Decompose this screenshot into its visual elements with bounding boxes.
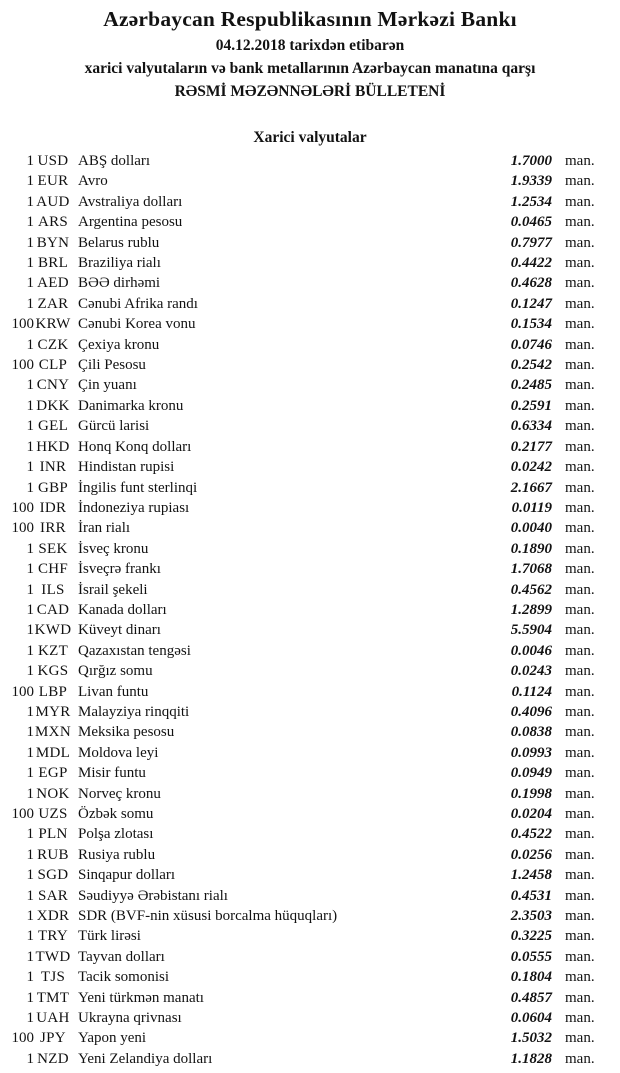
quantity-cell: 1 <box>26 785 34 802</box>
quantity-cell: 1 <box>26 295 34 312</box>
quantity-cell: 1 <box>26 703 34 720</box>
rate-row <box>0 437 604 457</box>
currency-code-cell: GEL <box>37 418 69 435</box>
rate-row <box>0 233 604 253</box>
quantity-cell: 1 <box>26 601 34 618</box>
rate-row <box>0 824 604 844</box>
currency-code-cell: TRY <box>37 928 69 945</box>
rate-value-cell: 0.4562 <box>510 581 552 598</box>
rate-row <box>0 518 604 538</box>
currency-name-cell: İndoneziya rupiası <box>78 499 190 516</box>
unit-label-cell: man. <box>565 520 595 537</box>
currency-code-cell: KZT <box>37 642 69 659</box>
currency-name-cell: Çexiya kronu <box>78 336 160 353</box>
currency-code-cell: CHF <box>37 561 69 578</box>
currency-code-cell: CAD <box>36 601 70 618</box>
unit-label-cell: man. <box>565 295 595 312</box>
quantity-cell: 1 <box>26 744 34 761</box>
rate-value-cell: 1.7000 <box>510 153 552 169</box>
unit-label-cell: man. <box>565 601 595 618</box>
unit-label-cell: man. <box>565 1050 595 1067</box>
currency-name-cell: Argentina pesosu <box>78 214 183 231</box>
rate-row <box>0 1049 604 1069</box>
currency-name-cell: Türk lirəsi <box>78 928 141 945</box>
currency-code-cell: HKD <box>36 438 70 455</box>
currency-name-cell: İngilis funt sterlinqi <box>78 479 198 496</box>
rate-value-cell: 0.0046 <box>510 642 552 659</box>
subtitle-line: xarici valyutaların və bank metallarının Azərbaycan manatına qarşı <box>84 60 536 77</box>
rate-row <box>0 498 604 518</box>
currency-code-cell: KWD <box>34 622 72 639</box>
currency-code-cell: SAR <box>37 887 69 904</box>
currency-code-cell: MDL <box>35 744 71 761</box>
quantity-cell: 1 <box>26 1010 34 1027</box>
unit-label-cell: man. <box>565 581 595 598</box>
unit-label-cell: man. <box>565 336 595 353</box>
rate-value-cell: 0.0949 <box>510 765 552 782</box>
quantity-cell: 1 <box>26 459 34 476</box>
currency-code-cell: GBP <box>37 479 69 496</box>
quantity-cell: 1 <box>26 377 34 394</box>
currency-name-cell: Tayvan dolları <box>78 948 165 965</box>
rate-row <box>0 1008 604 1028</box>
currency-name-cell: Kanada dolları <box>78 601 167 618</box>
rate-row <box>0 375 604 395</box>
currency-name-cell: Moldova leyi <box>78 744 159 761</box>
currency-code-cell: TJS <box>40 969 66 986</box>
currency-code-cell: EGP <box>38 765 68 782</box>
rate-value-cell: 0.0838 <box>510 724 552 741</box>
currency-code-cell: UAH <box>36 1010 70 1027</box>
rate-row <box>0 743 604 763</box>
rate-value-cell: 0.2591 <box>510 397 552 414</box>
rate-row <box>0 722 604 742</box>
quantity-cell: 1 <box>26 418 34 435</box>
unit-label-cell: man. <box>565 214 595 231</box>
rate-value-cell: 1.2899 <box>510 601 552 618</box>
currency-code-cell: SEK <box>38 540 68 557</box>
currency-name-cell: Belarus rublu <box>78 234 160 251</box>
currency-code-cell: NOK <box>36 785 70 802</box>
currency-name-cell: İsveç kronu <box>78 540 149 557</box>
currency-code-cell: TMT <box>36 989 70 1006</box>
quantity-cell: 1 <box>26 663 34 680</box>
rate-row <box>0 355 604 375</box>
unit-label-cell: man. <box>565 234 595 251</box>
rate-value-cell: 1.1828 <box>510 1050 552 1067</box>
currency-code-cell: PLN <box>38 826 68 843</box>
quantity-cell: 1 <box>26 255 34 272</box>
currency-name-cell: Yapon yeni <box>78 1030 147 1047</box>
rate-row <box>0 212 604 232</box>
unit-label-cell: man. <box>565 418 595 435</box>
currency-name-cell: Cənubi Afrika randı <box>78 295 198 312</box>
currency-name-cell: İran rialı <box>78 520 131 537</box>
rate-value-cell: 0.0040 <box>510 520 552 537</box>
rate-row <box>0 171 604 191</box>
currency-code-cell: CZK <box>37 336 69 353</box>
rate-row <box>0 416 604 436</box>
quantity-cell: 1 <box>26 887 34 904</box>
unit-label-cell: man. <box>565 561 595 578</box>
rate-row <box>0 1028 604 1048</box>
unit-label-cell: man. <box>565 357 595 374</box>
quantity-cell: 1 <box>26 948 34 965</box>
currency-code-cell: MYR <box>35 703 71 720</box>
rate-value-cell: 0.0746 <box>510 336 552 353</box>
currency-code-cell: AED <box>37 275 69 292</box>
rate-value-cell: 0.0465 <box>510 214 552 231</box>
unit-label-cell: man. <box>565 765 595 782</box>
rate-value-cell: 1.9339 <box>510 173 552 190</box>
quantity-cell: 1 <box>26 234 34 251</box>
currency-name-cell: Səudiyyə Ərəbistanı rialı <box>78 887 228 904</box>
currency-name-cell: Malayziya rinqqiti <box>78 703 190 720</box>
currency-name-cell: Norveç kronu <box>78 785 161 802</box>
currency-name-cell: Misir funtu <box>78 765 146 782</box>
currency-name-cell: ABŞ dolları <box>78 153 151 169</box>
rate-row <box>0 478 604 498</box>
rate-row <box>0 784 604 804</box>
unit-label-cell: man. <box>565 928 595 945</box>
currency-name-cell: Çin yuanı <box>78 377 137 394</box>
quantity-cell: 1 <box>26 173 34 190</box>
rate-value-cell: 0.4628 <box>510 275 552 292</box>
rate-row <box>0 559 604 579</box>
unit-label-cell: man. <box>565 193 595 210</box>
currency-code-cell: KRW <box>35 316 71 333</box>
rate-row <box>0 396 604 416</box>
currency-name-cell: Yeni türkmən manatı <box>78 989 204 1006</box>
rate-row <box>0 539 604 559</box>
currency-name-cell: Sinqapur dolları <box>78 867 176 884</box>
rate-value-cell: 2.1667 <box>510 479 552 496</box>
quantity-cell: 1 <box>26 867 34 884</box>
unit-label-cell: man. <box>565 989 595 1006</box>
rate-row <box>0 314 604 334</box>
currency-name-cell: İsrail şekeli <box>78 581 148 598</box>
quantity-cell: 1 <box>26 622 34 639</box>
unit-label-cell: man. <box>565 479 595 496</box>
rate-value-cell: 1.5032 <box>510 1030 552 1047</box>
currency-name-cell: Qazaxıstan tengəsi <box>78 642 191 659</box>
rate-row <box>0 804 604 824</box>
currency-name-cell: Ukrayna qrivnası <box>78 1010 182 1027</box>
rate-value-cell: 0.1124 <box>511 683 552 700</box>
unit-label-cell: man. <box>565 642 595 659</box>
rate-value-cell: 0.4522 <box>510 826 552 843</box>
rate-row <box>0 988 604 1008</box>
currency-name-cell: Avstraliya dolları <box>78 193 183 210</box>
rate-row <box>0 273 604 293</box>
rate-value-cell: 0.0243 <box>510 663 552 680</box>
currency-name-cell: Polşa zlotası <box>78 826 154 843</box>
quantity-cell: 1 <box>26 275 34 292</box>
rate-value-cell: 0.1534 <box>510 316 552 333</box>
rate-value-cell: 0.4531 <box>510 887 552 904</box>
unit-label-cell: man. <box>565 397 595 414</box>
unit-label-cell: man. <box>565 377 595 394</box>
currency-name-cell: Özbək somu <box>78 806 154 822</box>
rate-row <box>0 192 604 212</box>
currency-code-cell: NZD <box>37 1050 69 1067</box>
quantity-cell: 1 <box>26 642 34 659</box>
currency-code-cell: ILS <box>41 581 65 598</box>
bulletin-title: RƏSMİ MƏZƏNNƏLƏRİ BÜLLETENİ <box>174 83 446 100</box>
quantity-cell: 1 <box>26 561 34 578</box>
rate-value-cell: 0.4096 <box>510 703 552 720</box>
currency-name-cell: Livan funtu <box>78 683 149 700</box>
quantity-cell: 100 <box>11 316 34 333</box>
currency-code-cell: JPY <box>40 1030 66 1047</box>
unit-label-cell: man. <box>565 724 595 741</box>
unit-label-cell: man. <box>565 867 595 884</box>
rate-value-cell: 0.0604 <box>510 1010 552 1027</box>
rate-value-cell: 0.2485 <box>510 377 552 394</box>
rate-value-cell: 0.6334 <box>510 418 552 435</box>
currency-name-cell: Meksika pesosu <box>78 724 175 741</box>
currency-code-cell: IDR <box>39 499 67 516</box>
currency-code-cell: LBP <box>38 683 68 700</box>
currency-code-cell: IRR <box>40 520 66 537</box>
quantity-cell: 1 <box>26 153 34 169</box>
rate-value-cell: 2.3503 <box>510 908 552 925</box>
quantity-cell: 100 <box>11 683 34 700</box>
section-title-foreign-currencies: Xarici valyutalar <box>253 129 367 146</box>
currency-name-cell: Çili Pesosu <box>78 357 146 374</box>
quantity-cell: 100 <box>11 520 34 537</box>
quantity-cell: 100 <box>11 806 34 822</box>
unit-label-cell: man. <box>565 499 595 516</box>
rate-value-cell: 0.1890 <box>510 540 552 557</box>
currency-name-cell: Küveyt dinarı <box>78 622 161 639</box>
quantity-cell: 1 <box>26 928 34 945</box>
unit-label-cell: man. <box>565 785 595 802</box>
rate-value-cell: 5.5904 <box>510 622 552 639</box>
currency-name-cell: Braziliya rialı <box>78 255 161 272</box>
quantity-cell: 1 <box>26 989 34 1006</box>
rate-row <box>0 661 604 681</box>
quantity-cell: 1 <box>26 826 34 843</box>
currency-code-cell: INR <box>39 459 67 476</box>
unit-label-cell: man. <box>565 683 595 700</box>
unit-label-cell: man. <box>565 540 595 557</box>
unit-label-cell: man. <box>565 316 595 333</box>
rate-row <box>0 580 604 600</box>
quantity-cell: 1 <box>26 969 34 986</box>
rate-value-cell: 0.1804 <box>510 969 552 986</box>
rate-row <box>0 253 604 273</box>
currency-code-cell: TWD <box>35 948 71 965</box>
rate-value-cell: 1.2458 <box>510 867 552 884</box>
currency-code-cell: RUB <box>37 846 69 863</box>
rate-row <box>0 926 604 946</box>
unit-label-cell: man. <box>565 846 595 863</box>
rate-row <box>0 702 604 722</box>
rate-row <box>0 967 604 987</box>
rate-row <box>0 886 604 906</box>
rate-row <box>0 600 604 620</box>
bank-title: Azərbaycan Respublikasının Mərkəzi Bankı <box>103 7 517 31</box>
currency-name-cell: İsveçrə frankı <box>78 561 161 578</box>
quantity-cell: 1 <box>26 908 34 925</box>
currency-code-cell: CNY <box>36 377 70 394</box>
unit-label-cell: man. <box>565 622 595 639</box>
quantity-cell: 1 <box>26 724 34 741</box>
currency-name-cell: Tacik somonisi <box>78 969 170 986</box>
currency-code-cell: USD <box>37 153 69 169</box>
rate-value-cell: 0.0555 <box>510 948 552 965</box>
unit-label-cell: man. <box>565 908 595 925</box>
rate-value-cell: 1.2534 <box>510 193 552 210</box>
rate-value-cell: 0.4422 <box>510 255 552 272</box>
rate-value-cell: 0.0993 <box>510 744 552 761</box>
currency-name-cell: BƏƏ dirhəmi <box>78 275 161 292</box>
rate-value-cell: 0.0242 <box>510 459 552 476</box>
quantity-cell: 1 <box>26 581 34 598</box>
quantity-cell: 100 <box>11 499 34 516</box>
document-header <box>0 0 620 103</box>
rate-row <box>0 335 604 355</box>
quantity-cell: 1 <box>26 1050 34 1067</box>
currency-code-cell: ZAR <box>37 295 69 312</box>
unit-label-cell: man. <box>565 948 595 965</box>
currency-code-cell: KGS <box>37 663 69 680</box>
rate-value-cell: 0.0256 <box>510 846 552 863</box>
quantity-cell: 1 <box>26 214 34 231</box>
rate-value-cell: 0.4857 <box>510 989 552 1006</box>
quantity-cell: 1 <box>26 846 34 863</box>
rate-value-cell: 0.2177 <box>510 438 552 455</box>
currency-name-cell: Rusiya rublu <box>78 846 156 863</box>
unit-label-cell: man. <box>565 806 595 822</box>
currency-code-cell: XDR <box>36 908 70 925</box>
rate-value-cell: 0.0119 <box>511 499 552 516</box>
rate-row <box>0 151 604 171</box>
rate-row <box>0 845 604 865</box>
rate-row <box>0 947 604 967</box>
currency-code-cell: UZS <box>38 806 68 822</box>
rate-value-cell: 0.2542 <box>510 357 552 374</box>
currency-name-cell: Hindistan rupisi <box>78 459 175 476</box>
currency-code-cell: DKK <box>36 397 70 414</box>
quantity-cell: 1 <box>26 540 34 557</box>
quantity-cell: 1 <box>26 765 34 782</box>
rate-value-cell: 0.1998 <box>510 785 552 802</box>
currency-code-cell: ARS <box>37 214 69 231</box>
rate-value-cell: 0.3225 <box>510 928 552 945</box>
currency-name-cell: SDR (BVF-nin xüsusi borcalma hüquqları) <box>78 908 338 925</box>
unit-label-cell: man. <box>565 275 595 292</box>
rate-row <box>0 763 604 783</box>
currency-name-cell: Cənubi Korea vonu <box>78 316 196 333</box>
rate-row <box>0 457 604 477</box>
unit-label-cell: man. <box>565 255 595 272</box>
currency-name-cell: Honq Konq dolları <box>78 438 192 455</box>
unit-label-cell: man. <box>565 438 595 455</box>
currency-code-cell: BRL <box>37 255 69 272</box>
unit-label-cell: man. <box>565 1010 595 1027</box>
rate-row <box>0 294 604 314</box>
effective-date-line: 04.12.2018 tarixdən etibarən <box>215 37 405 54</box>
rate-row <box>0 641 604 661</box>
quantity-cell: 1 <box>26 193 34 210</box>
currency-code-cell: AUD <box>36 193 70 210</box>
unit-label-cell: man. <box>565 173 595 190</box>
unit-label-cell: man. <box>565 1030 595 1047</box>
currency-code-cell: CLP <box>38 357 68 374</box>
currency-code-cell: MXN <box>35 724 71 741</box>
unit-label-cell: man. <box>565 826 595 843</box>
rate-value-cell: 0.7977 <box>510 234 552 251</box>
currency-name-cell: Danimarka kronu <box>78 397 184 414</box>
currency-code-cell: EUR <box>37 173 69 190</box>
unit-label-cell: man. <box>565 703 595 720</box>
rate-row <box>0 682 604 702</box>
rate-row <box>0 906 604 926</box>
unit-label-cell: man. <box>565 744 595 761</box>
rate-value-cell: 0.1247 <box>510 295 552 312</box>
rates-table <box>0 151 620 1069</box>
unit-label-cell: man. <box>565 663 595 680</box>
quantity-cell: 100 <box>11 1030 34 1047</box>
currency-code-cell: SGD <box>37 867 69 884</box>
currency-name-cell: Avro <box>78 173 108 190</box>
quantity-cell: 1 <box>26 336 34 353</box>
unit-label-cell: man. <box>565 887 595 904</box>
quantity-cell: 100 <box>11 357 34 374</box>
quantity-cell: 1 <box>26 397 34 414</box>
unit-label-cell: man. <box>565 459 595 476</box>
rate-value-cell: 0.0204 <box>510 806 552 822</box>
currency-code-cell: BYN <box>36 234 70 251</box>
currency-name-cell: Yeni Zelandiya dolları <box>78 1050 213 1067</box>
rate-value-cell: 1.7068 <box>510 561 552 578</box>
quantity-cell: 1 <box>26 438 34 455</box>
unit-label-cell: man. <box>565 969 595 986</box>
currency-name-cell: Gürcü larisi <box>78 418 150 435</box>
quantity-cell: 1 <box>26 479 34 496</box>
rate-row <box>0 865 604 885</box>
currency-name-cell: Qırğız somu <box>78 663 153 680</box>
unit-label-cell: man. <box>565 153 595 169</box>
rate-row <box>0 620 604 640</box>
